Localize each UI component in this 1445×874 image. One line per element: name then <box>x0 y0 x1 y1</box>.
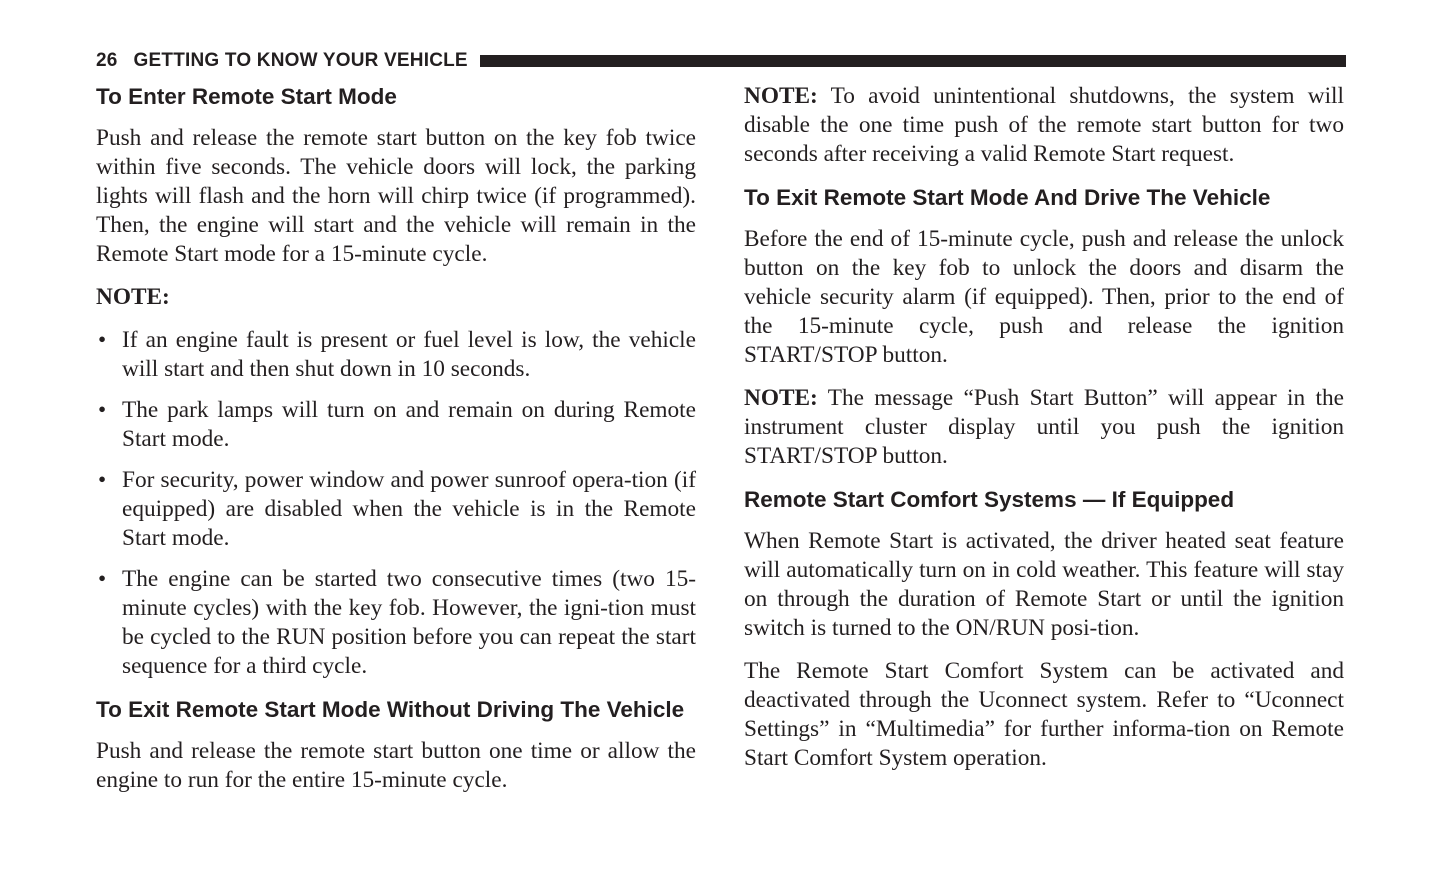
section-title: GETTING TO KNOW YOUR VEHICLE <box>133 50 468 71</box>
heading-comfort-systems: Remote Start Comfort Systems — If Equipped <box>744 487 1235 512</box>
bullet-icon: • <box>98 327 107 353</box>
bullet-icon: • <box>98 397 107 423</box>
paragraph-comfort-systems-1: When Remote Start is activated, the driver heated seat feature will automatically turn on in cold weather. This feature will stay on through the duration of Remote Start or until the ignition switch is turned to the ON/RUN posi-tion. <box>744 528 1344 641</box>
page-header <box>96 48 1346 74</box>
paragraph-exit-without-driving: Push and release the remote start button one time or allow the engine to run for the entire 15-minute cycle. <box>96 738 696 793</box>
paragraph-comfort-systems-2: The Remote Start Comfort System can be activated and deactivated through the Uconnect system. Refer to “Uconnect Settings” in “Multimedia” for further informa-tion on Remote Start Comfort System operation. <box>744 658 1344 771</box>
list-item <box>96 326 696 384</box>
heading-exit-without-driving: To Exit Remote Start Mode Without Driving The Vehicle <box>96 697 685 722</box>
bullet-icon: • <box>98 467 107 493</box>
list-item-text: The engine can be started two consecutive times (two 15-minute cycles) with the key fob. However, the igni-tion must be cycled to the RUN position before you can repeat the start sequence for a third cycle. <box>122 566 696 679</box>
note-label <box>96 283 696 312</box>
list-item-text: For security, power window and power sunroof opera-tion (if equipped) are disabled when the vehicle is in the Remote Start mode. <box>122 467 696 551</box>
note-bullet-list <box>96 326 696 681</box>
heading-enter-remote-start: To Enter Remote Start Mode <box>96 84 397 109</box>
note-label-text: NOTE: <box>96 284 170 310</box>
note-text: To avoid unintentional shutdowns, the system will disable the one time push of the remote start button for two seconds after receiving a valid Remote Start request. <box>744 83 1344 167</box>
note-label-text: NOTE: <box>744 83 818 109</box>
list-item <box>96 396 696 454</box>
heading-exit-and-drive: To Exit Remote Start Mode And Drive The Vehicle <box>744 185 1271 210</box>
right-column <box>744 82 1344 787</box>
list-item-text: The park lamps will turn on and remain on during Remote Start mode. <box>122 397 696 452</box>
header-rule <box>480 55 1346 67</box>
page-number: 26 <box>96 50 118 71</box>
note-push-start-button <box>744 384 1344 471</box>
note-text: The message “Push Start Button” will appear in the instrument cluster display until you push the ignition START/STOP button. <box>744 385 1344 469</box>
note-label-text: NOTE: <box>744 385 818 411</box>
left-column <box>96 82 696 809</box>
list-item <box>96 466 696 553</box>
note-unintentional-shutdowns <box>744 82 1344 169</box>
list-item-text: If an engine fault is present or fuel level is low, the vehicle will start and then shut down in 10 seconds. <box>122 327 696 382</box>
paragraph-exit-and-drive: Before the end of 15-minute cycle, push and release the unlock button on the key fob to unlock the doors and disarm the vehicle security alarm (if equipped). Then, prior to the end of the 15-minute cycle, push and release the ignition START/STOP button. <box>744 226 1344 368</box>
paragraph-enter-remote-start: Push and release the remote start button on the key fob twice within five seconds. The vehicle doors will lock, the parking lights will flash and the horn will chirp twice (if programmed). Then, the engine will start and the vehicle will remain in the Remote Start mode for a 15-minute cycle. <box>96 125 696 267</box>
bullet-icon: • <box>98 566 107 592</box>
list-item <box>96 565 696 681</box>
